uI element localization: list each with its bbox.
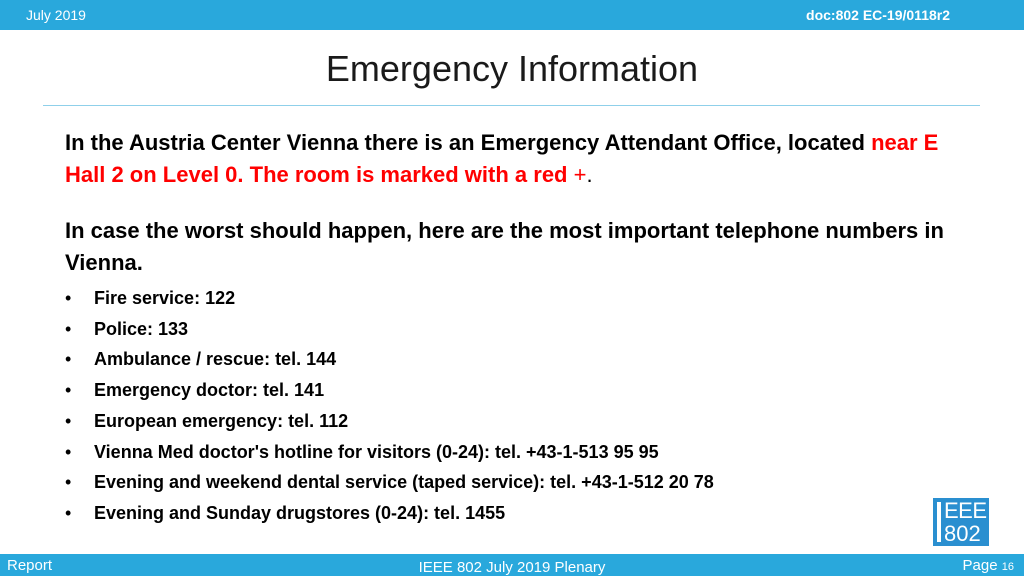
bullet-icon: • xyxy=(65,318,72,339)
list-item xyxy=(65,406,965,437)
list-item-text: Evening and Sunday drugstores (0-24): tel. 1455 xyxy=(94,502,506,523)
list-item-text: Evening and weekend dental service (taped service): tel. +43-1-512 20 78 xyxy=(94,472,714,493)
list-item-text: Fire service: 122 xyxy=(94,288,236,308)
bullet-icon: • xyxy=(65,288,72,308)
header-bar xyxy=(0,0,1024,30)
red-plus-symbol: + xyxy=(573,162,587,187)
logo-i-bar xyxy=(937,502,941,542)
slide-body xyxy=(65,127,965,529)
ieee-802-logo xyxy=(933,498,989,546)
bullet-icon: • xyxy=(65,380,72,401)
page-label: Page xyxy=(962,557,998,574)
list-item xyxy=(65,375,965,406)
bullet-icon: • xyxy=(65,472,72,493)
footer-page xyxy=(963,557,1014,574)
list-item-text: European emergency: tel. 112 xyxy=(94,410,349,431)
list-item xyxy=(65,344,965,375)
phone-number-list xyxy=(65,283,965,529)
bullet-icon: • xyxy=(65,502,72,523)
list-item-text: Police: 133 xyxy=(94,318,189,339)
list-item xyxy=(65,437,965,468)
list-item-text: Ambulance / rescue: tel. 144 xyxy=(94,349,337,370)
header-doc-id: doc:802 EC-19/0118r2 xyxy=(806,7,950,23)
list-item-text: Vienna Med doctor's hotline for visitors (0-24): tel. +43-1-513 95 95 xyxy=(94,441,659,462)
list-item xyxy=(65,467,965,498)
bullet-icon: • xyxy=(65,349,72,370)
list-item xyxy=(65,283,965,314)
paragraph-office-location xyxy=(65,127,965,191)
footer-center: IEEE 802 July 2019 Plenary xyxy=(418,559,606,576)
list-item xyxy=(65,498,965,529)
slide-title: Emergency Information xyxy=(325,48,699,89)
header-date: July 2019 xyxy=(26,7,86,23)
para1-prefix: In the Austria Center Vienna there is an Emergency Attendant Office, located xyxy=(65,130,872,155)
footer-bar xyxy=(0,554,1024,576)
page-number: 16 xyxy=(1001,561,1014,573)
title-divider xyxy=(43,105,980,106)
footer-left: Report xyxy=(7,557,53,574)
list-item xyxy=(65,314,965,345)
logo-line1: EEE xyxy=(944,498,987,523)
para1-red-text: near E Hall 2 on Level 0. The room is marked with a red xyxy=(65,130,939,187)
list-item-text: Emergency doctor: tel. 141 xyxy=(94,380,325,401)
para1-end: . xyxy=(586,162,593,187)
paragraph-phone-intro: In case the worst should happen, here are the most important telephone numbers in Vienna. xyxy=(65,218,944,275)
logo-line2: 802 xyxy=(944,521,981,546)
bullet-icon: • xyxy=(65,441,72,462)
bullet-icon: • xyxy=(65,410,72,431)
